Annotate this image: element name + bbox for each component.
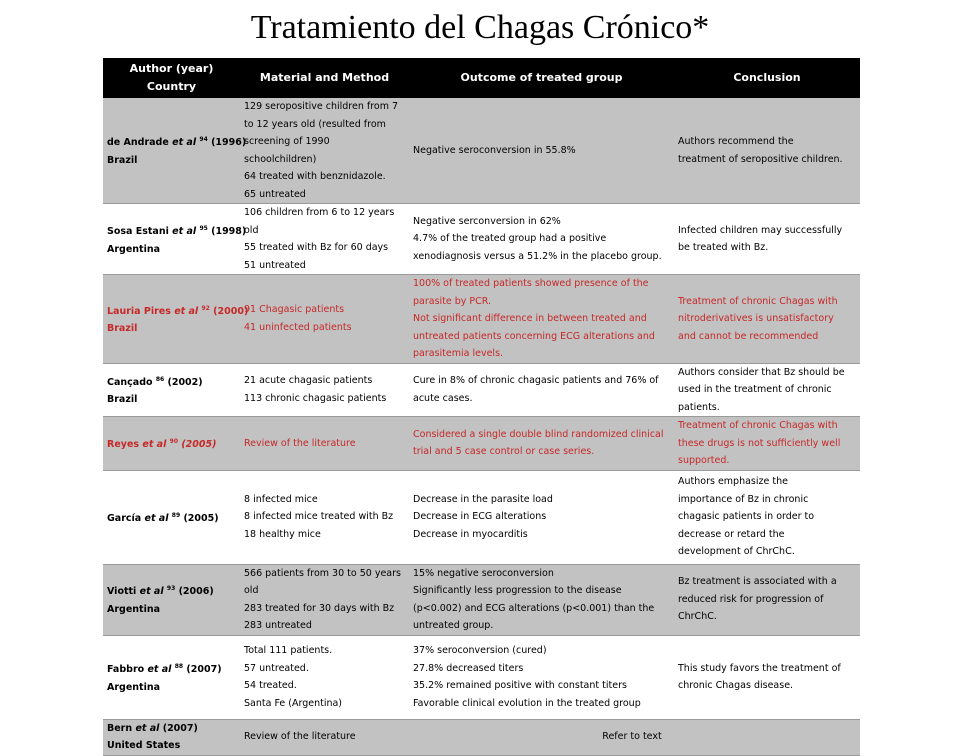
conclusion-cell bbox=[674, 204, 860, 275]
outcome-cell-line: 15% negative seroconversion bbox=[413, 567, 554, 579]
table-row bbox=[103, 635, 860, 719]
outcome-cell-line: Negative serconversion in 62% bbox=[413, 215, 561, 227]
author-cell bbox=[103, 275, 249, 364]
outcome-cell bbox=[409, 635, 674, 719]
outcome-cell-line: Significantly less progression to the disease bbox=[413, 585, 622, 596]
outcome-cell-line: acute cases. bbox=[413, 392, 473, 404]
table-row bbox=[103, 564, 860, 635]
conclusion-cell-line: be treated with Bz. bbox=[678, 242, 769, 253]
header-outcome: Outcome of treated group bbox=[409, 58, 674, 98]
method-cell-line: 41 uninfected patients bbox=[244, 321, 352, 333]
method-cell-line: Total 111 patients. bbox=[244, 645, 333, 656]
conclusion-cell-line: Infected children may successfully bbox=[678, 224, 843, 236]
conclusion-cell bbox=[674, 470, 860, 564]
outcome-cell-line: xenodiagnosis versus a 51.2% in the placebo group. bbox=[413, 250, 662, 262]
conclusion-cell bbox=[674, 275, 860, 364]
author-cell bbox=[103, 635, 240, 719]
author-cell bbox=[103, 470, 240, 564]
method-cell-line: to 12 years old (resulted from bbox=[244, 118, 386, 130]
method-cell-line: 129 seropositive children from 7 bbox=[244, 101, 399, 112]
method-cell-line: 113 chronic chagasic patients bbox=[244, 392, 387, 404]
method-cell-line: 283 treated for 30 days with Bz bbox=[244, 602, 395, 614]
conclusion-cell-line: reduced risk for progression of bbox=[678, 593, 824, 605]
author-name: Lauria Pires et al $^{92}$ (2000) bbox=[107, 304, 249, 317]
outcome-cell bbox=[409, 204, 674, 275]
author-name: Reyes et al $^{90}$ (2005) bbox=[107, 437, 217, 451]
conclusion-cell-line: ChrChC. bbox=[678, 611, 717, 623]
conclusion-cell bbox=[674, 564, 860, 635]
outcome-cell-line: Refer to text bbox=[602, 731, 662, 743]
conclusion-cell-line: This study favors the treatment of bbox=[678, 662, 841, 674]
page-title: Tratamiento del Chagas Crónico* bbox=[250, 9, 710, 46]
author-country: Argentina bbox=[107, 243, 161, 255]
method-cell-line: 54 treated. bbox=[244, 680, 297, 691]
method-cell-line: 106 children from 6 to 12 years bbox=[244, 207, 395, 218]
author-country: United States bbox=[107, 740, 181, 751]
method-cell-line: Review of the literature bbox=[244, 437, 356, 449]
conclusion-cell bbox=[674, 635, 860, 719]
method-cell-line: 65 untreated bbox=[244, 188, 306, 200]
conclusion-cell-line: nitroderivatives is unsatisfactory bbox=[678, 313, 834, 324]
outcome-cell-line: 37% seroconversion (cured) bbox=[413, 645, 547, 656]
outcome-cell-line: (p<0.002) and ECG alterations (p<0.001) than the bbox=[413, 602, 655, 614]
outcome-cell-line: Cure in 8% of chronic chagasic patients and 76% of bbox=[413, 375, 659, 387]
author-cell bbox=[103, 719, 240, 755]
conclusion-cell-line: these drugs is not sufficiently well bbox=[678, 437, 841, 449]
author-name: Bern et al (2007) bbox=[107, 722, 198, 734]
conclusion-cell-line: treatment of seropositive children. bbox=[678, 153, 843, 165]
outcome-cell-line: Negative seroconversion in 55.8% bbox=[413, 144, 576, 156]
method-cell-line: Santa Fe (Argentina) bbox=[244, 697, 343, 709]
conclusion-cell-line: chagasic patients in order to bbox=[678, 511, 815, 523]
method-cell-line: 64 treated with benznidazole. bbox=[244, 171, 386, 182]
chagas-treatment-table bbox=[103, 58, 860, 756]
outcome-cell-line: Decrease in myocarditis bbox=[413, 528, 528, 540]
author-name: Viotti et al $^{93}$ (2006) bbox=[107, 585, 214, 598]
author-name: Cançado $^{86}$ (2002) bbox=[107, 375, 203, 388]
author-cell bbox=[103, 204, 247, 275]
table-header-row bbox=[103, 58, 860, 98]
outcome-cell-line: untreated group. bbox=[413, 620, 494, 631]
method-cell-line: schoolchildren) bbox=[244, 153, 317, 165]
method-cell-line: 91 Chagasic patients bbox=[244, 304, 345, 316]
method-cell bbox=[240, 98, 409, 204]
method-cell-line: 21 acute chagasic patients bbox=[244, 375, 373, 387]
outcome-cell-line: Decrease in the parasite load bbox=[413, 493, 553, 505]
outcome-cell bbox=[409, 275, 674, 364]
author-name: de Andrade et al $^{94}$ (1996) bbox=[107, 136, 247, 149]
method-cell bbox=[240, 470, 409, 564]
outcome-cell bbox=[409, 98, 674, 204]
conclusion-cell-line: patients. bbox=[678, 401, 720, 413]
conclusion-cell-line: importance of Bz in chronic bbox=[678, 493, 809, 505]
outcome-cell-line: parasite by PCR. bbox=[413, 295, 492, 307]
header-method: Material and Method bbox=[240, 58, 409, 98]
conclusion-cell bbox=[674, 363, 860, 417]
method-cell-line: screening of 1990 bbox=[244, 136, 330, 147]
conclusion-cell-line: Bz treatment is associated with a bbox=[678, 576, 837, 588]
method-cell-line: 55 treated with Bz for 60 days bbox=[244, 242, 389, 253]
outcome-cell bbox=[409, 470, 674, 564]
method-cell bbox=[240, 417, 409, 471]
outcome-cell-line: 100% of treated patients showed presence of the bbox=[413, 278, 649, 289]
author-cell bbox=[103, 363, 240, 417]
method-cell-line: 8 infected mice bbox=[244, 493, 318, 505]
outcome-cell bbox=[409, 417, 674, 471]
conclusion-cell-line: Treatment of chronic Chagas with bbox=[678, 420, 838, 431]
table-row bbox=[103, 98, 860, 204]
method-cell bbox=[240, 275, 409, 364]
method-cell-line: old bbox=[244, 224, 259, 236]
method-cell-line: 51 untreated bbox=[244, 259, 306, 271]
table-body bbox=[103, 98, 860, 755]
outcome-cell bbox=[409, 363, 674, 417]
outcome-cell bbox=[409, 564, 674, 635]
outcome-cell-line: Favorable clinical evolution in the treated group bbox=[413, 697, 641, 709]
outcome-cell-line: Not significant difference in between treated and bbox=[413, 313, 647, 324]
outcome-cell-line: Decrease in ECG alterations bbox=[413, 511, 547, 523]
table-row bbox=[103, 470, 860, 564]
conclusion-cell-line: development of ChrChC. bbox=[678, 546, 795, 558]
outcome-cell-line: 4.7% of the treated group had a positive bbox=[413, 233, 607, 245]
conclusion-cell-line: supported. bbox=[678, 455, 730, 466]
conclusion-cell bbox=[674, 417, 860, 471]
conclusion-cell bbox=[674, 98, 860, 204]
method-cell-line: 566 patients from 30 to 50 years bbox=[244, 567, 401, 579]
method-cell-line: 18 healthy mice bbox=[244, 528, 321, 540]
author-name: Sosa Estani et al $^{95}$ (1998) bbox=[107, 224, 247, 238]
author-country: Argentina bbox=[107, 681, 161, 693]
method-cell-line: old bbox=[244, 585, 259, 596]
method-cell bbox=[240, 564, 409, 635]
outcome-cell-line: untreated patients concerning ECG alterations and bbox=[413, 330, 655, 342]
method-cell-line: 57 untreated. bbox=[244, 662, 309, 674]
outcome-cell bbox=[409, 719, 860, 755]
table-row bbox=[103, 417, 860, 471]
author-name: García et al $^{89}$ (2005) bbox=[107, 511, 219, 524]
outcome-cell-line: 27.8% decreased titers bbox=[413, 662, 524, 674]
table-row bbox=[103, 204, 860, 275]
outcome-cell-line: parasitemia levels. bbox=[413, 348, 504, 359]
conclusion-cell-line: chronic Chagas disease. bbox=[678, 680, 794, 691]
table-row bbox=[103, 363, 860, 417]
method-cell bbox=[240, 363, 409, 417]
author-country: Brazil bbox=[107, 394, 138, 406]
author-cell bbox=[103, 564, 240, 635]
header-conclusion: Conclusion bbox=[674, 58, 860, 98]
author-cell bbox=[103, 417, 240, 471]
author-name: Fabbro et al $^{88}$ (2007) bbox=[107, 662, 222, 676]
conclusion-cell-line: and cannot be recommended bbox=[678, 330, 819, 342]
author-country: Brazil bbox=[107, 323, 138, 335]
header-author: Author (year) Country bbox=[103, 58, 240, 98]
method-cell-line: 283 untreated bbox=[244, 620, 312, 631]
conclusion-cell-line: Authors recommend the bbox=[678, 136, 794, 147]
method-cell bbox=[240, 635, 409, 719]
conclusion-cell-line: Authors emphasize the bbox=[678, 476, 788, 488]
outcome-cell-line: Considered a single double blind randomized clinical bbox=[413, 428, 664, 440]
table-row bbox=[103, 719, 860, 755]
author-cell bbox=[103, 98, 247, 204]
table-row bbox=[103, 275, 860, 364]
author-country: Argentina bbox=[107, 604, 161, 616]
outcome-cell-line: 35.2% remained positive with constant titers bbox=[413, 680, 627, 691]
outcome-cell-line: trial and 5 case control or case series. bbox=[413, 446, 595, 458]
method-cell-line: Review of the literature bbox=[244, 731, 356, 743]
method-cell bbox=[240, 719, 409, 755]
conclusion-cell-line: used in the treatment of chronic bbox=[678, 384, 832, 395]
conclusion-cell-line: decrease or retard the bbox=[678, 528, 785, 540]
conclusion-cell-line: Treatment of chronic Chagas with bbox=[678, 295, 838, 307]
method-cell-line: 8 infected mice treated with Bz bbox=[244, 511, 394, 523]
conclusion-cell-line: Authors consider that Bz should be bbox=[678, 366, 845, 378]
author-country: Brazil bbox=[107, 155, 138, 167]
method-cell bbox=[240, 204, 409, 275]
